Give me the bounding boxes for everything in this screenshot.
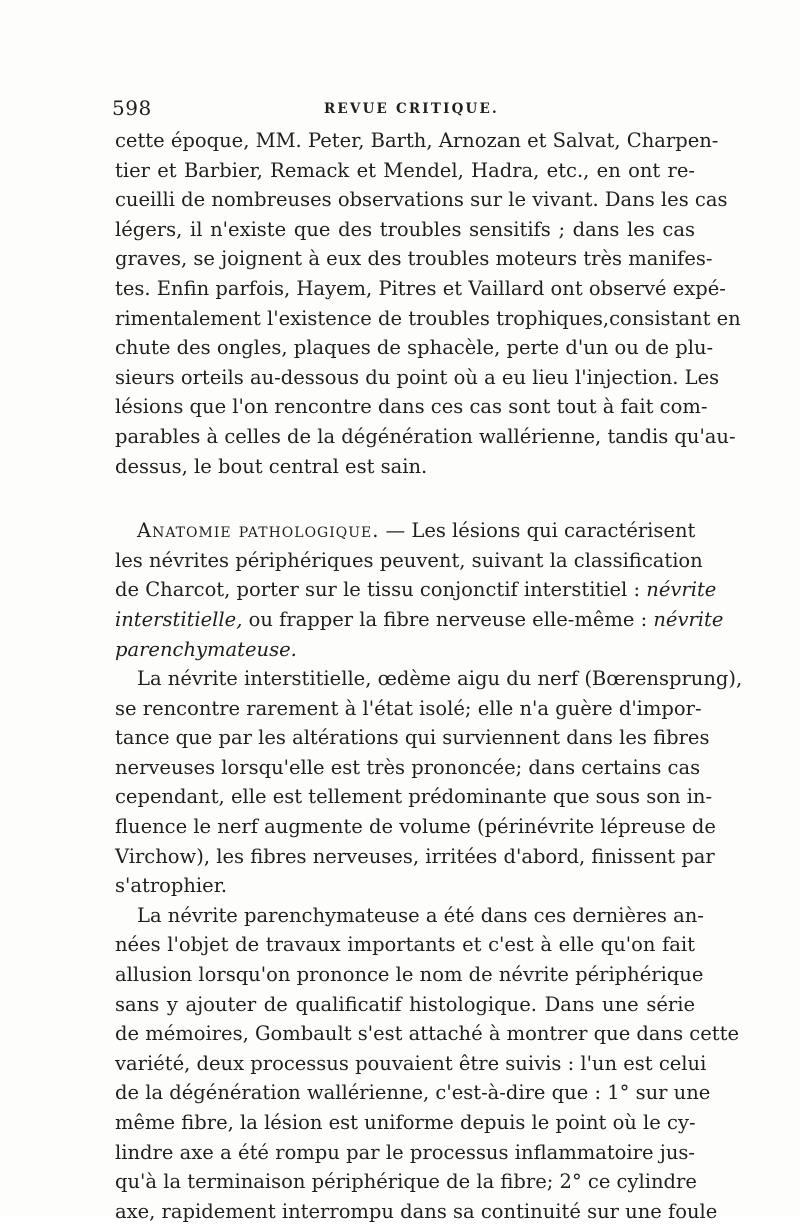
page-header [112, 96, 692, 124]
text-line: graves, se joignent à eux des troubles moteurs très manifes- [115, 247, 713, 271]
text-line: tier et Barbier, Remack et Mendel, Hadra, etc., en ont re- [115, 158, 695, 182]
text-line: cette époque, MM. Peter, Barth, Arnozan et Salvat, Charpen- [115, 129, 719, 152]
page-number: 598 [112, 96, 152, 120]
text-line [115, 635, 695, 665]
text-line: nerveuses lorsqu'elle est très prononcée; dans certains cas [115, 755, 701, 779]
section-gap [115, 481, 695, 516]
text-line: parables à celles de la dégénération wallérienne, tandis qu'au- [115, 424, 736, 448]
text-fragment: — Les lésions qui caractérisent [379, 519, 696, 543]
text-line: tes. Enfin parfois, Hayem, Pitres et Vaillard ont observé expé- [115, 276, 726, 300]
text-line: chute des ongles, plaques de sphacèle, perte d'un ou de plu- [115, 336, 714, 360]
text-line: se rencontre rarement à l'état isolé; elle n'a guère d'impor- [115, 696, 702, 720]
text-line: allusion lorsqu'on prononce le nom de névrite périphérique [115, 963, 704, 987]
text-line: lindre axe a été rompu par le processus inflammatoire jus- [115, 1140, 695, 1164]
text-line: tance que par les altérations qui surviennent dans les fibres [115, 726, 710, 750]
text-line [115, 605, 724, 635]
text-line: axe, rapidement interrompu dans sa continuité sur une foule [115, 1199, 718, 1223]
text-line: fluence le nerf augmente de volume (périnévrite lépreuse de [115, 815, 716, 839]
term-interstitial: névrite [646, 578, 717, 602]
text-line: Virchow), les fibres nerveuses, irritées d'abord, finissent par [115, 844, 715, 868]
text-line: de la dégénération wallérienne, c'est-à-dire que : 1° sur une [115, 1081, 711, 1105]
text-line: rimentalement l'existence de troubles trophiques,consistant en [115, 306, 741, 330]
text-line: sieurs orteils au-dessous du point où a eu lieu l'injection. Les [115, 365, 720, 389]
body-text [115, 126, 743, 1226]
text-line: lésions que l'on rencontre dans ces cas sont tout à fait com- [115, 395, 708, 419]
text-line: légers, il n'existe que des troubles sensitifs ; dans les cas [115, 217, 695, 241]
term-parenchymatous-cont: parenchymateuse. [115, 637, 297, 661]
text-line: nées l'objet de travaux importants et c'est à elle qu'on fait [115, 933, 695, 957]
text-line: les névrites périphériques peuvent, suivant la classification [115, 548, 703, 572]
text-line: cueilli de nombreuses observations sur le vivant. Dans les cas [115, 188, 728, 212]
text-line: même fibre, la lésion est uniforme depuis le point où le cy- [115, 1111, 696, 1134]
text-line [115, 575, 717, 605]
text-fragment: de Charcot, porter sur le tissu conjonctif interstitiel : [115, 578, 641, 602]
text-line: variété, deux processus pouvaient être suivis : l'un est celui [115, 1051, 707, 1075]
text-line: sans y ajouter de qualificatif histologique. Dans une série [115, 992, 695, 1016]
text-line: s'atrophier. [115, 874, 228, 898]
text-fragment: ou frapper la fibre nerveuse elle-même : [242, 607, 648, 631]
term-interstitial-cont: interstitielle, [115, 607, 243, 631]
text-line: cependant, elle est tellement prédominante que sous son in- [115, 785, 713, 809]
text-line: La névrite interstitielle, œdème aigu du nerf (Bœrensprung), [137, 667, 743, 691]
section-heading: Anatomie pathologique. [137, 519, 380, 543]
term-parenchymatous: névrite [653, 607, 724, 631]
text-line: La névrite parenchymateuse a été dans ces dernières an- [137, 903, 704, 927]
running-title: REVUE CRITIQUE. [324, 101, 499, 117]
text-line: qu'à la terminaison périphérique de la fibre; 2° ce cylindre [115, 1170, 697, 1194]
text-line: de mémoires, Gombault s'est attaché à montrer que dans cette [115, 1022, 739, 1046]
section-heading-line [115, 516, 695, 546]
text-line: dessus, le bout central est sain. [115, 454, 428, 478]
